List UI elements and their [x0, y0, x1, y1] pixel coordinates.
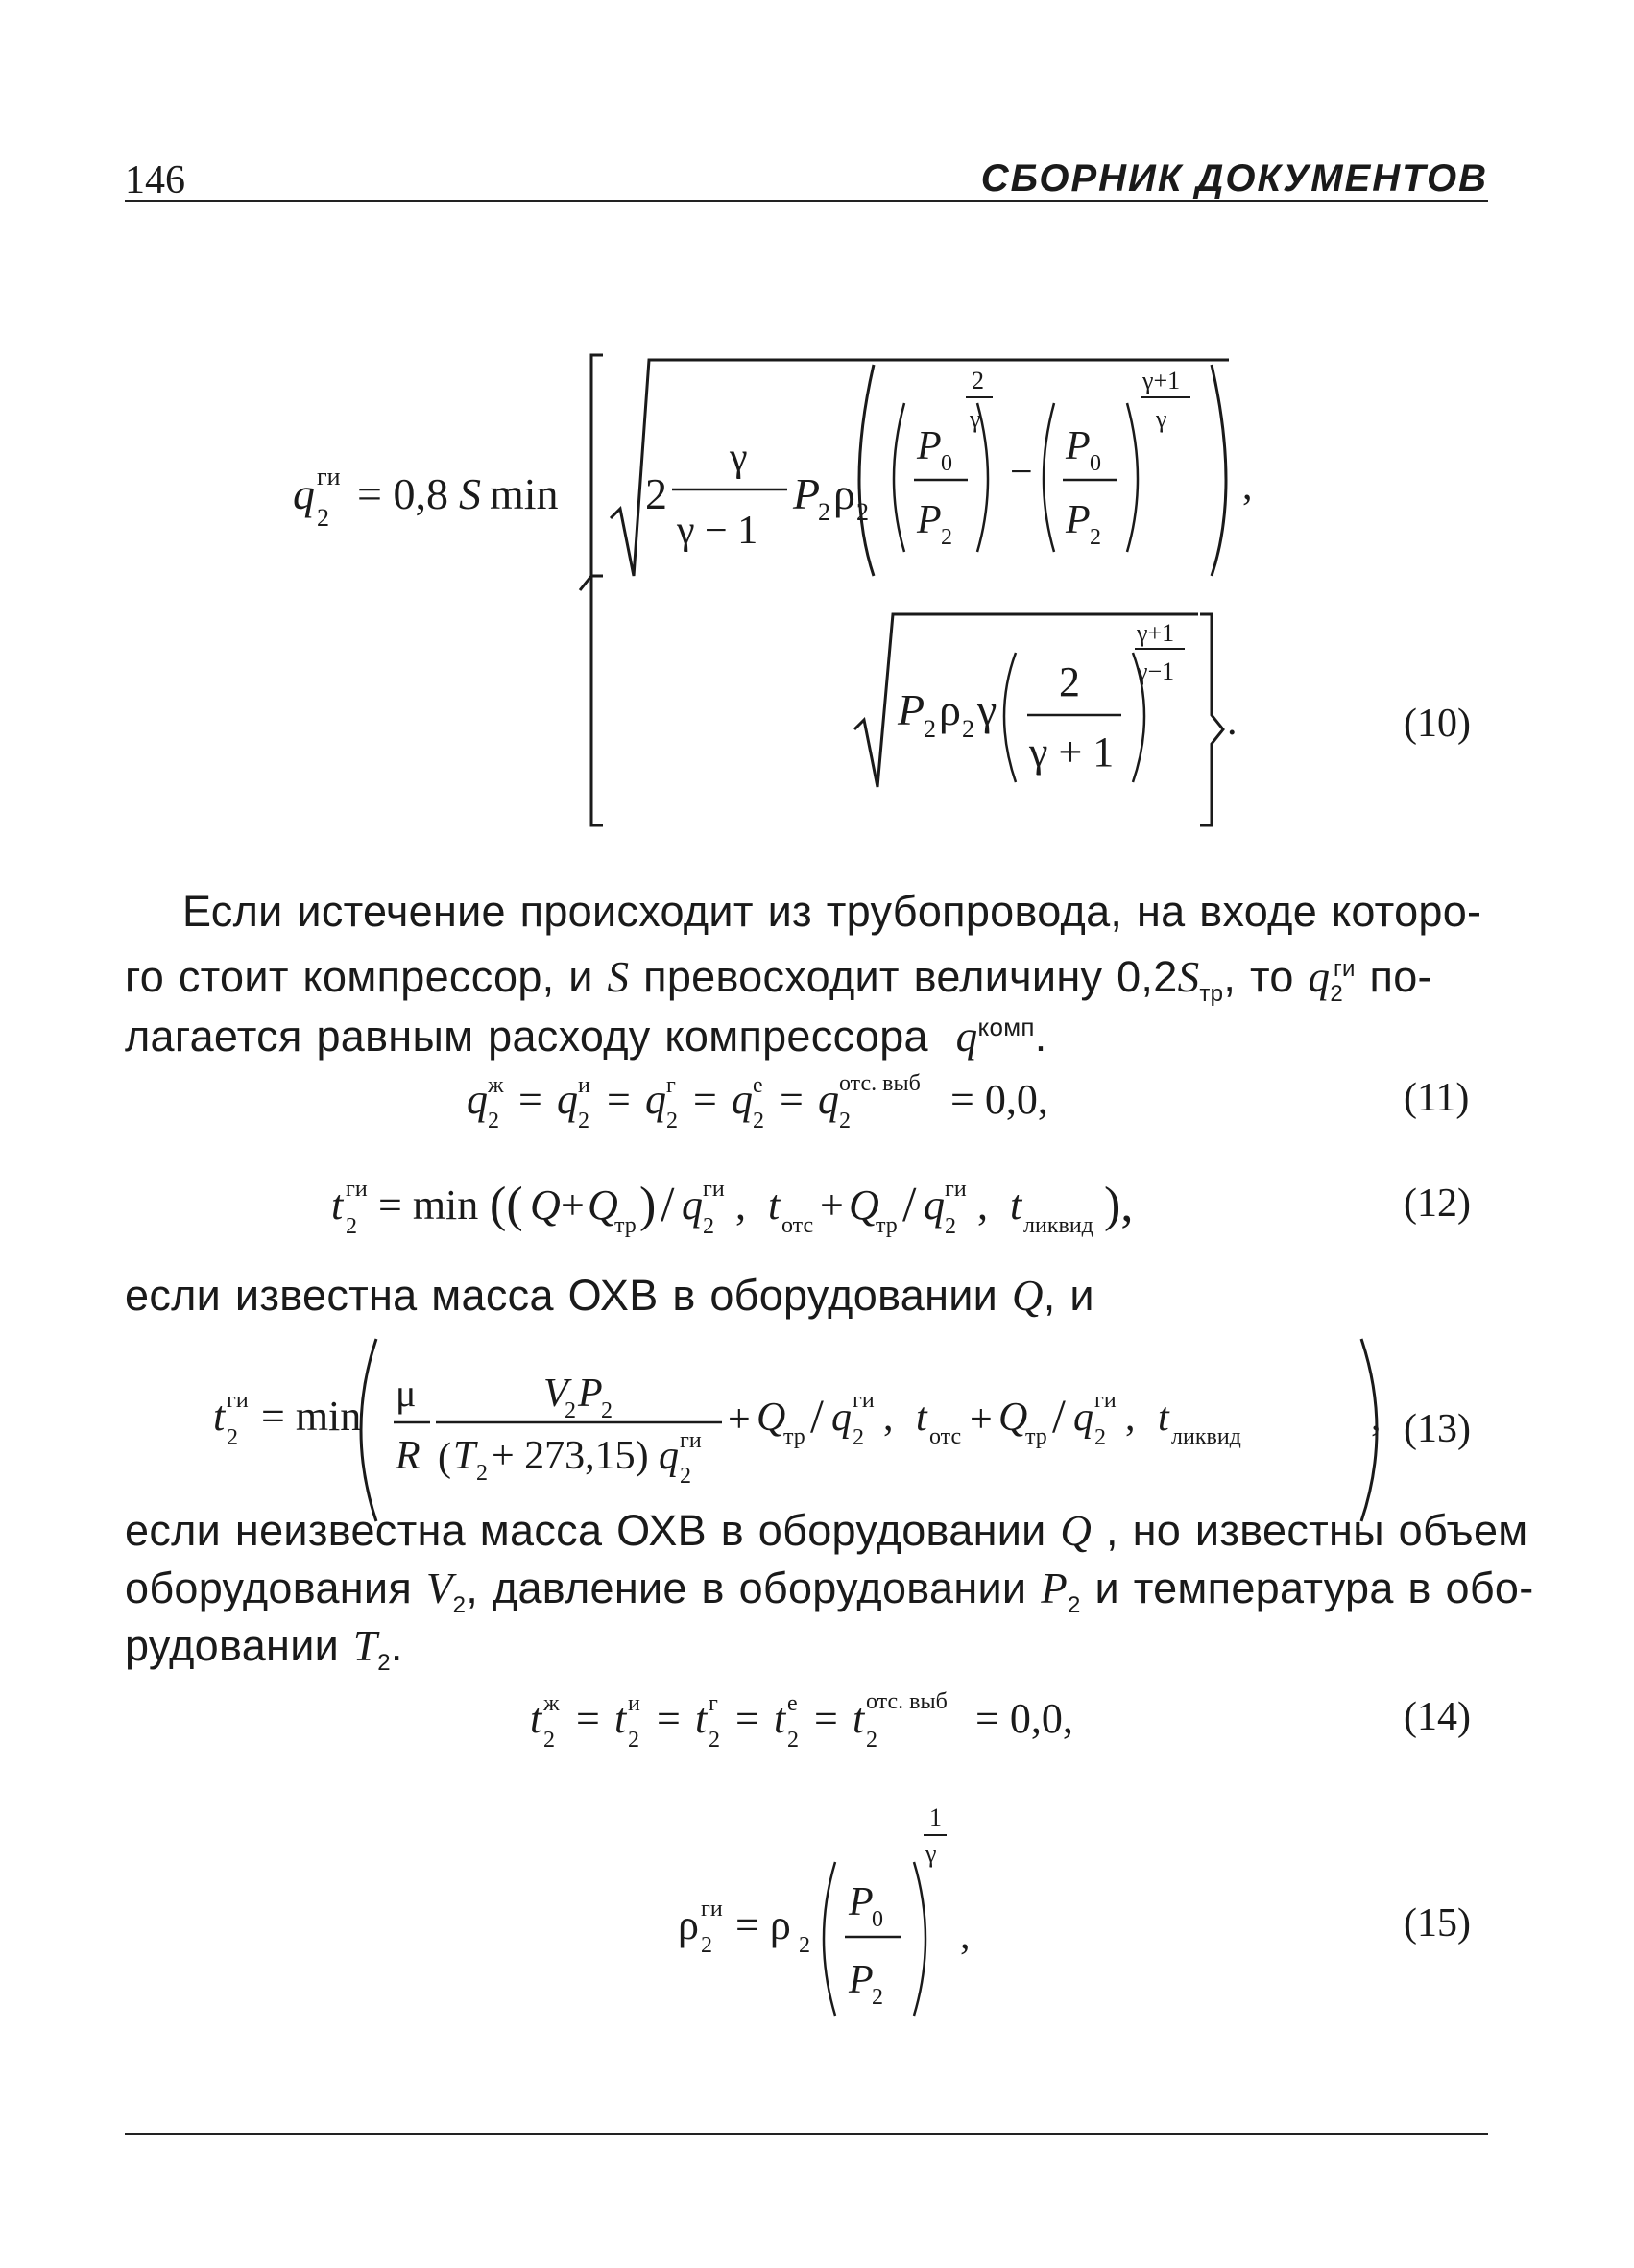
svg-text:ж: ж	[488, 1073, 504, 1098]
svg-text:0: 0	[872, 1907, 883, 1932]
svg-text:P: P	[793, 469, 821, 518]
svg-text:T: T	[453, 1434, 476, 1478]
svg-text:q: q	[659, 1434, 679, 1478]
svg-text:−: −	[1010, 450, 1033, 494]
svg-text:отс: отс	[929, 1424, 962, 1449]
svg-text:2: 2	[753, 1109, 764, 1134]
var-q2: q	[1308, 953, 1331, 1001]
subscript: 2	[1067, 1592, 1081, 1618]
svg-text:= 0,0,: = 0,0,	[975, 1695, 1073, 1742]
svg-text:+: +	[561, 1182, 585, 1229]
var-q: q	[955, 1013, 978, 1061]
svg-text:q: q	[557, 1076, 578, 1123]
svg-text:),: ),	[1104, 1178, 1134, 1232]
paragraph-1-line-1: Если истечение происходит из трубопровода, на входе которо-	[182, 887, 1482, 936]
superscript: ги	[1333, 956, 1356, 982]
svg-text:г: г	[666, 1073, 676, 1098]
paragraph-3-line-3	[125, 1617, 1469, 1692]
page-number: 146	[125, 158, 185, 203]
svg-text:2: 2	[866, 1728, 877, 1753]
paragraph-3-line-1	[125, 1502, 1528, 1560]
svg-text:S: S	[459, 469, 481, 518]
svg-text:е: е	[787, 1691, 798, 1716]
svg-text:t: t	[213, 1393, 226, 1440]
running-title: СБОРНИК ДОКУМЕНТОВ	[980, 157, 1488, 200]
svg-text:(: (	[438, 1436, 451, 1480]
period: .	[390, 1621, 403, 1670]
svg-text:,: ,	[1125, 1396, 1136, 1440]
svg-text:/: /	[902, 1178, 917, 1232]
svg-text:γ+1: γ+1	[1142, 367, 1181, 394]
svg-text:= min: = min	[261, 1393, 362, 1440]
svg-text:2: 2	[578, 1109, 589, 1134]
svg-text:=: =	[693, 1076, 717, 1123]
svg-text:+: +	[728, 1397, 751, 1442]
svg-text:2: 2	[856, 498, 869, 526]
svg-text:ж: ж	[543, 1691, 560, 1716]
svg-text:2: 2	[818, 498, 830, 526]
svg-text:2: 2	[543, 1728, 555, 1753]
svg-text:0: 0	[1090, 451, 1101, 476]
svg-text:t: t	[1158, 1396, 1169, 1440]
svg-text:Q: Q	[849, 1182, 879, 1229]
svg-text:= min: = min	[378, 1182, 479, 1229]
right-brace	[1200, 614, 1223, 825]
equation-number-15: (15)	[1404, 1901, 1471, 1946]
svg-text:2: 2	[972, 367, 984, 394]
text: , то	[1223, 952, 1294, 1001]
svg-text:ги: ги	[701, 1897, 723, 1922]
svg-text:2: 2	[709, 1728, 720, 1753]
svg-text:.: .	[1227, 700, 1238, 744]
svg-text:q: q	[818, 1076, 839, 1123]
svg-text:ρ: ρ	[678, 1901, 699, 1948]
svg-text:2: 2	[962, 715, 974, 743]
svg-text:2: 2	[346, 1214, 357, 1239]
svg-text:Q: Q	[998, 1396, 1028, 1440]
svg-text:2: 2	[945, 1214, 956, 1239]
svg-text:2: 2	[227, 1425, 238, 1450]
svg-text:+: +	[820, 1182, 844, 1229]
svg-text:t: t	[695, 1695, 708, 1742]
svg-text:2: 2	[787, 1728, 799, 1753]
left-brace	[591, 355, 603, 825]
svg-text:Q: Q	[588, 1182, 618, 1229]
svg-text:2: 2	[1059, 658, 1080, 705]
svg-text:γ: γ	[970, 405, 981, 433]
svg-text:ги: ги	[227, 1388, 249, 1413]
svg-text:t: t	[331, 1182, 344, 1229]
svg-text:,: ,	[1371, 1396, 1382, 1440]
svg-text:t: t	[614, 1695, 627, 1742]
svg-text:γ: γ	[730, 436, 748, 480]
svg-text:и: и	[578, 1073, 590, 1098]
text: лагается равным расходу компрессора	[125, 1012, 928, 1061]
svg-text:ги: ги	[703, 1177, 725, 1202]
svg-text:=: =	[607, 1076, 631, 1123]
svg-text:отс. выб: отс. выб	[866, 1689, 948, 1714]
text: и температура в обо-	[1094, 1564, 1534, 1612]
svg-text:2: 2	[701, 1933, 712, 1958]
svg-text:2: 2	[645, 469, 667, 518]
equation-11	[467, 1071, 1048, 1134]
svg-text:q: q	[924, 1182, 945, 1229]
text: , и	[1043, 1271, 1094, 1320]
svg-text:R: R	[396, 1434, 421, 1478]
svg-text:=: =	[735, 1695, 759, 1742]
svg-text:/: /	[661, 1178, 675, 1232]
svg-text:0: 0	[941, 451, 952, 476]
svg-text:ги: ги	[853, 1388, 875, 1413]
equation-number-10: (10)	[1404, 702, 1471, 746]
text: если неизвестна масса ОХВ в оборудовании	[125, 1506, 1046, 1555]
svg-text:q: q	[467, 1076, 488, 1123]
svg-text:q: q	[293, 469, 315, 518]
svg-text:P: P	[917, 498, 942, 542]
svg-text:/: /	[810, 1389, 824, 1443]
equation-number-14: (14)	[1404, 1695, 1471, 1739]
svg-text:P: P	[849, 1880, 874, 1924]
svg-text:= 0,8: = 0,8	[357, 469, 448, 518]
svg-text:((: ((	[490, 1178, 523, 1232]
equation-15	[678, 1897, 810, 1958]
svg-text:2: 2	[839, 1109, 851, 1134]
footer-rule	[125, 2133, 1488, 2135]
svg-text:V: V	[543, 1372, 568, 1416]
svg-text:=: =	[814, 1695, 838, 1742]
svg-text:ги: ги	[346, 1177, 368, 1202]
svg-text:γ − 1: γ − 1	[677, 509, 758, 553]
paragraph-1-line-3	[125, 998, 1469, 1065]
subscript: 2	[452, 1592, 467, 1618]
svg-text:P: P	[1066, 498, 1091, 542]
svg-text:= ρ: = ρ	[735, 1901, 791, 1948]
svg-text:t: t	[768, 1182, 781, 1229]
svg-text:γ: γ	[1156, 405, 1167, 433]
svg-text:=: =	[780, 1076, 804, 1123]
var-q-mass: Q	[1011, 1272, 1044, 1320]
svg-text:2: 2	[488, 1109, 499, 1134]
svg-text:тр: тр	[876, 1213, 898, 1238]
svg-text:ги: ги	[1094, 1388, 1117, 1413]
svg-text:t: t	[853, 1695, 865, 1742]
svg-text:2: 2	[601, 1398, 613, 1423]
svg-text:t: t	[916, 1396, 927, 1440]
svg-text:2: 2	[924, 715, 936, 743]
svg-text:тр: тр	[783, 1424, 805, 1449]
svg-text:γ−1: γ−1	[1137, 657, 1175, 685]
equation-number-13: (13)	[1404, 1407, 1471, 1451]
text: превосходит величину 0,2	[643, 952, 1178, 1001]
equation-number-11: (11)	[1404, 1076, 1470, 1120]
svg-text:,: ,	[977, 1182, 988, 1229]
svg-text:+: +	[970, 1397, 993, 1442]
svg-text:P: P	[898, 685, 925, 734]
svg-text:γ: γ	[925, 1840, 937, 1868]
svg-text:t: t	[1010, 1182, 1022, 1229]
svg-text:=: =	[657, 1695, 681, 1742]
text: если известна масса ОХВ в оборудовании	[125, 1271, 998, 1320]
svg-text:q: q	[682, 1182, 703, 1229]
equation-12	[331, 1177, 1133, 1239]
svg-text:ρ: ρ	[939, 685, 961, 734]
svg-text:/: /	[1052, 1389, 1066, 1443]
svg-text:P: P	[578, 1372, 603, 1416]
text: оборудования	[125, 1564, 413, 1612]
subscript: 2	[1330, 981, 1343, 1007]
equation-14	[530, 1689, 1073, 1753]
svg-text:t: t	[774, 1695, 786, 1742]
svg-text:2: 2	[680, 1464, 691, 1489]
equation-number-12: (12)	[1404, 1182, 1471, 1226]
svg-text:2: 2	[703, 1214, 714, 1239]
svg-text:γ + 1: γ + 1	[1029, 728, 1115, 776]
svg-text:2: 2	[476, 1461, 488, 1486]
svg-text:ликвид: ликвид	[1171, 1424, 1241, 1449]
var-s-tr: S	[1177, 953, 1200, 1001]
svg-text:γ: γ	[977, 685, 997, 734]
svg-text:ρ: ρ	[833, 469, 855, 518]
svg-text:t: t	[530, 1695, 542, 1742]
svg-text:г: г	[709, 1691, 718, 1716]
svg-text:q: q	[645, 1076, 666, 1123]
svg-text:2: 2	[317, 504, 329, 532]
svg-text:ги: ги	[945, 1177, 967, 1202]
svg-text:= 0,0,: = 0,0,	[950, 1076, 1048, 1123]
equation-10	[293, 463, 559, 532]
svg-text:ги: ги	[317, 463, 341, 490]
text: го стоит компрессор, и	[125, 952, 593, 1001]
svg-text:е: е	[753, 1073, 763, 1098]
svg-text:Q: Q	[530, 1182, 561, 1229]
svg-text:2: 2	[853, 1425, 864, 1450]
svg-text:ги: ги	[680, 1428, 702, 1453]
paragraph-2	[125, 1267, 1469, 1325]
svg-text:2: 2	[872, 1985, 883, 2010]
svg-text:+ 273,15): + 273,15)	[492, 1434, 649, 1478]
subscript: тр	[1199, 981, 1224, 1007]
text: по-	[1369, 952, 1432, 1001]
svg-text:2: 2	[799, 1933, 810, 1958]
svg-text:тр: тр	[614, 1213, 637, 1238]
svg-text:,: ,	[960, 1914, 971, 1958]
svg-text:,: ,	[1242, 465, 1253, 509]
svg-text:2: 2	[628, 1728, 639, 1753]
svg-text:γ+1: γ+1	[1137, 619, 1175, 647]
svg-text:отс. выб: отс. выб	[839, 1071, 921, 1096]
var-s: S	[607, 953, 630, 1001]
period: .	[1034, 1012, 1047, 1061]
svg-text:отс: отс	[781, 1213, 814, 1238]
svg-text:q: q	[1073, 1396, 1093, 1440]
svg-text:=: =	[576, 1695, 600, 1742]
var-p2: P	[1041, 1564, 1068, 1612]
svg-text:P: P	[849, 1958, 874, 2002]
text: рудовании	[125, 1621, 340, 1670]
equation-13	[213, 1388, 361, 1450]
svg-text:и: и	[628, 1691, 640, 1716]
svg-text:,: ,	[883, 1396, 894, 1440]
text: , но известны объем	[1106, 1506, 1528, 1555]
svg-text:,: ,	[735, 1182, 746, 1229]
svg-text:μ: μ	[396, 1372, 417, 1415]
svg-text:ликвид: ликвид	[1023, 1213, 1093, 1238]
svg-text:Q: Q	[757, 1396, 786, 1440]
svg-text:=: =	[518, 1076, 542, 1123]
svg-text:2: 2	[666, 1109, 678, 1134]
svg-text:2: 2	[941, 525, 952, 550]
superscript: комп	[977, 1013, 1035, 1041]
subscript: 2	[377, 1650, 391, 1676]
svg-text:q: q	[732, 1076, 753, 1123]
svg-text:2: 2	[1090, 525, 1101, 550]
svg-text:тр: тр	[1025, 1424, 1047, 1449]
svg-text:q: q	[831, 1396, 852, 1440]
var-v2: V	[425, 1564, 453, 1612]
svg-text:1: 1	[929, 1803, 942, 1831]
svg-text:2: 2	[1094, 1425, 1106, 1450]
svg-text:): )	[639, 1178, 657, 1232]
svg-text:P: P	[1066, 424, 1091, 468]
var-q-mass: Q	[1060, 1507, 1093, 1555]
text: , давление в оборудовании	[466, 1564, 1027, 1612]
svg-text:min: min	[490, 469, 559, 518]
svg-text:2: 2	[565, 1398, 576, 1423]
var-t2: T	[352, 1622, 378, 1670]
svg-text:P: P	[917, 424, 942, 468]
